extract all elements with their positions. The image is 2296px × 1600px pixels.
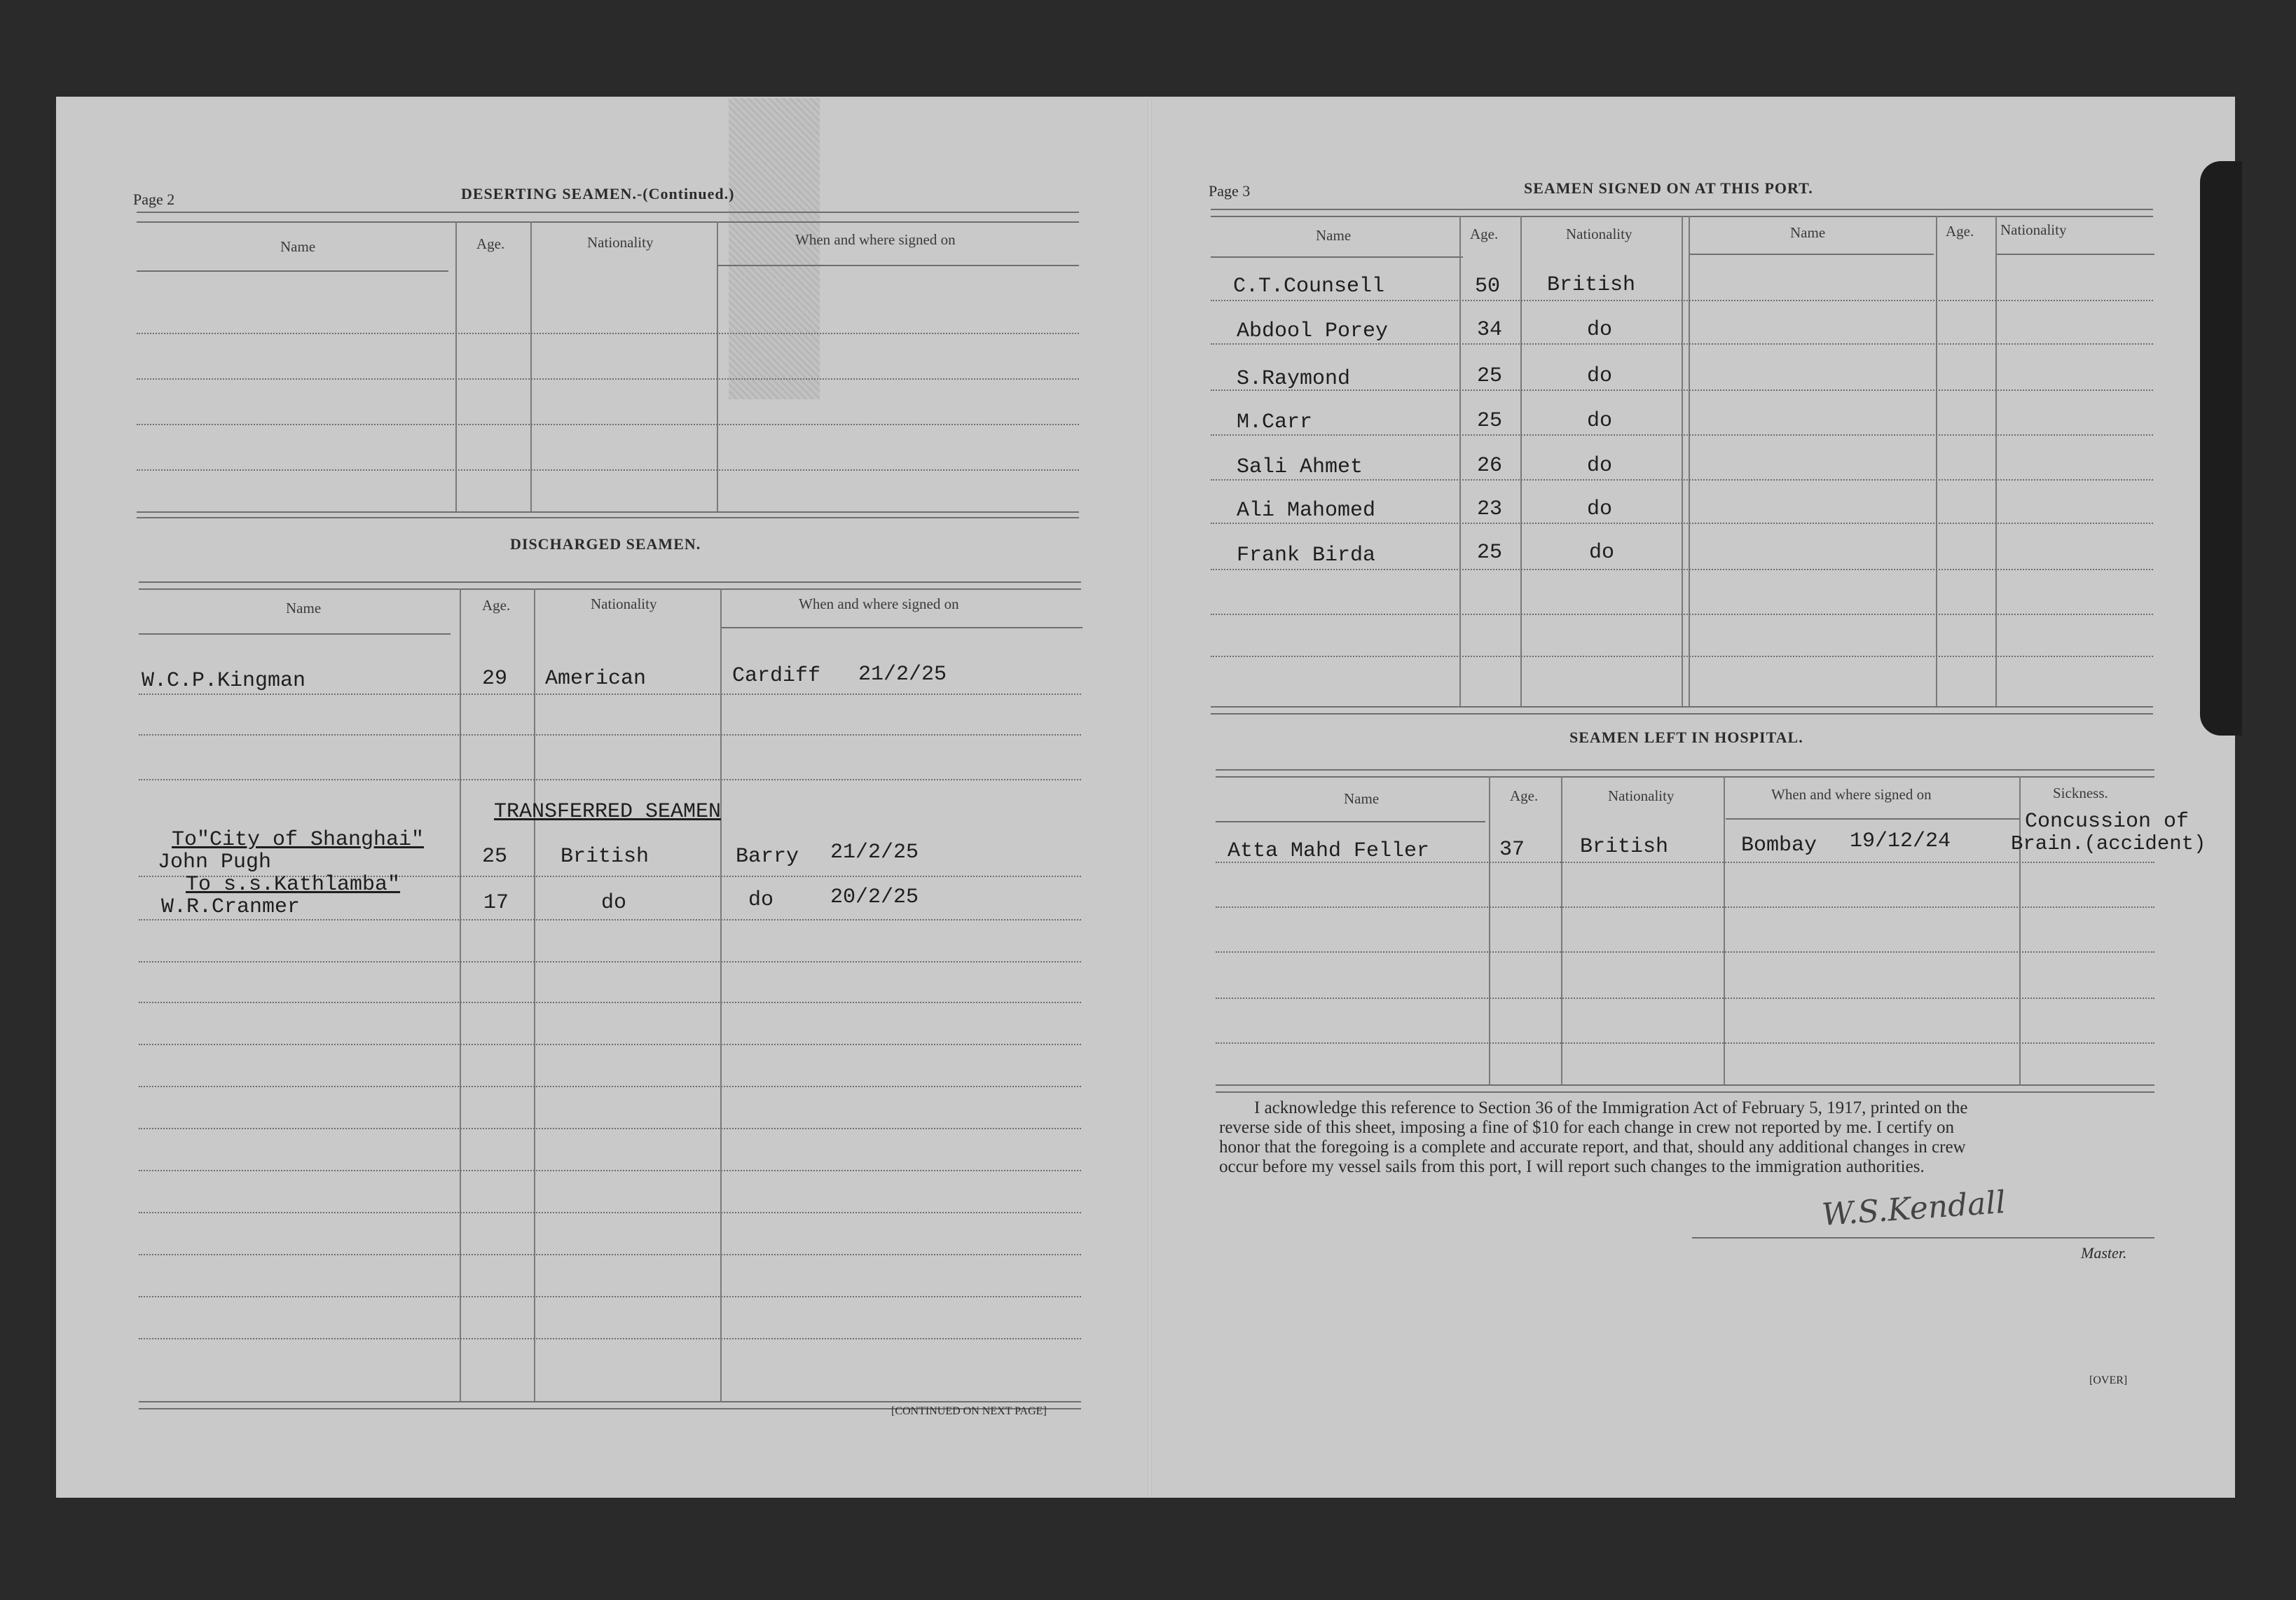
hospital-where: Bombay xyxy=(1741,834,1817,857)
col-header-nationality: Nationality xyxy=(1608,787,1675,804)
rule xyxy=(1216,821,1485,822)
transferred-nationality: British xyxy=(561,845,649,869)
signed-age: 50 xyxy=(1475,275,1501,298)
col-header-age-2: Age. xyxy=(1946,223,1974,240)
rule xyxy=(1997,254,2154,255)
col-header-age: Age. xyxy=(1470,226,1499,242)
row-line xyxy=(137,333,1079,334)
col-header-nationality: Nationality xyxy=(1566,226,1632,242)
row-line xyxy=(139,961,1081,963)
transferred-age: 17 xyxy=(483,891,509,915)
signed-name: Ali Mahomed xyxy=(1237,499,1376,523)
signed-nationality: British xyxy=(1547,273,1636,297)
col-header-name: Name xyxy=(1316,227,1352,244)
signed-age: 34 xyxy=(1477,318,1503,342)
col-header-nationality: Nationality xyxy=(587,234,654,251)
rule xyxy=(139,588,1081,590)
discharged-title: DISCHARGED SEAMEN. xyxy=(510,535,701,553)
rule xyxy=(1726,818,2020,820)
transferred-date: 21/2/25 xyxy=(830,841,919,864)
col-divider xyxy=(455,221,457,512)
signed-name: Abdool Porey xyxy=(1237,319,1389,343)
rule xyxy=(1216,1084,2154,1086)
row-line xyxy=(1211,434,2153,436)
continued-note: [CONTINUED ON NEXT PAGE] xyxy=(891,1405,1047,1417)
col-header-when-where: When and where signed on xyxy=(795,231,956,248)
col-divider xyxy=(1689,216,1690,706)
row-line xyxy=(139,1296,1081,1297)
col-divider xyxy=(1561,776,1562,1084)
transferred-to: To"City of Shanghai" xyxy=(172,828,425,852)
row-line xyxy=(1216,862,2154,863)
acknowledgement-line: occur before my vessel sails from this port, I will report such changes to the immigration authorities. xyxy=(1219,1157,1925,1176)
col-header-name: Name xyxy=(1344,790,1380,807)
rule xyxy=(139,581,1081,583)
transferred-nationality: do xyxy=(601,891,627,915)
row-line xyxy=(1211,656,2153,657)
row-line xyxy=(1211,300,2153,301)
center-fold xyxy=(1148,98,1152,1496)
col-divider xyxy=(1520,216,1522,706)
col-divider xyxy=(1724,776,1725,1084)
rule xyxy=(1216,1091,2154,1093)
hospital-sickness-2: Brain.(accident) xyxy=(2011,832,2206,855)
signed-nationality: do xyxy=(1587,497,1613,521)
row-line xyxy=(139,694,1081,695)
row-line xyxy=(137,424,1079,425)
col-divider xyxy=(1936,216,1937,706)
col-divider xyxy=(1459,216,1461,706)
page-label-right: Page 3 xyxy=(1209,182,1251,200)
rule xyxy=(137,212,1079,213)
row-line xyxy=(1211,614,2153,615)
hospital-title: SEAMEN LEFT IN HOSPITAL. xyxy=(1569,729,1803,746)
col-header-age: Age. xyxy=(476,235,505,252)
row-line xyxy=(1216,951,2154,953)
col-divider xyxy=(2019,776,2021,1084)
row-line xyxy=(137,469,1079,471)
rule xyxy=(137,517,1079,518)
signature-line xyxy=(1692,1237,2154,1239)
discharged-name: W.C.P.Kingman xyxy=(142,669,306,693)
col-header-sickness: Sickness. xyxy=(2053,785,2108,801)
col-header-when-where: When and where signed on xyxy=(799,595,959,612)
rule xyxy=(1216,776,2154,778)
signed-title: SEAMEN SIGNED ON AT THIS PORT. xyxy=(1524,179,1813,197)
transferred-where: Barry xyxy=(736,845,799,869)
rule xyxy=(1211,713,2153,715)
col-divider xyxy=(720,588,722,1401)
col-header-name: Name xyxy=(280,238,316,255)
signed-age: 26 xyxy=(1477,454,1503,478)
transferred-age: 25 xyxy=(482,845,508,869)
row-line xyxy=(1211,343,2153,345)
row-line xyxy=(1211,569,2153,570)
col-header-nationality: Nationality xyxy=(591,595,657,612)
rule xyxy=(722,627,1082,628)
row-line xyxy=(139,1128,1081,1129)
hospital-sickness-1: Concussion of xyxy=(2025,810,2190,834)
signed-name: Frank Birda xyxy=(1237,544,1376,567)
rule xyxy=(139,633,451,635)
transferred-name: John Pugh xyxy=(158,850,272,874)
hospital-nationality: British xyxy=(1580,835,1669,859)
row-line xyxy=(1211,389,2153,391)
signed-age: 25 xyxy=(1477,409,1503,433)
row-line xyxy=(139,1086,1081,1087)
row-line xyxy=(139,779,1081,780)
discharged-where: Cardiff xyxy=(732,664,821,688)
row-line xyxy=(139,1044,1081,1045)
transferred-where: do xyxy=(748,888,774,912)
row-line xyxy=(139,1254,1081,1255)
transferred-title: TRANSFERRED SEAMEN xyxy=(494,800,722,824)
over-note: [OVER] xyxy=(2089,1374,2128,1386)
hospital-name: Atta Mahd Feller xyxy=(1228,839,1430,863)
rule xyxy=(718,265,1079,266)
row-line xyxy=(1211,479,2153,481)
row-line xyxy=(1216,906,2154,908)
rule xyxy=(139,1401,1081,1402)
signed-age: 25 xyxy=(1477,541,1503,565)
col-divider xyxy=(530,221,532,512)
col-divider xyxy=(1682,216,1683,706)
row-line xyxy=(139,1338,1081,1339)
signed-nationality: do xyxy=(1587,318,1613,342)
master-label: Master. xyxy=(2081,1244,2127,1262)
col-header-name-2: Name xyxy=(1790,224,1826,241)
col-divider xyxy=(1489,776,1490,1084)
signed-nationality: do xyxy=(1589,541,1615,565)
col-header-age: Age. xyxy=(1510,787,1539,804)
signed-nationality: do xyxy=(1587,409,1613,433)
hospital-age: 37 xyxy=(1499,838,1525,862)
transferred-name: W.R.Cranmer xyxy=(161,895,301,919)
acknowledgement-line: honor that the foregoing is a complete and accurate report, and that, should any additional changes in crew xyxy=(1219,1138,1966,1157)
transferred-date: 20/2/25 xyxy=(830,885,919,909)
rule xyxy=(137,511,1079,513)
signed-nationality: do xyxy=(1587,364,1613,388)
signed-age: 23 xyxy=(1477,497,1503,521)
acknowledgement-line: I acknowledge this reference to Section 36 of the Immigration Act of February 5, 1917, printed on the xyxy=(1254,1098,1968,1117)
signed-name: C.T.Counsell xyxy=(1233,275,1385,298)
row-line xyxy=(137,378,1079,380)
page-label-left: Page 2 xyxy=(133,191,175,208)
col-header-when-where: When and where signed on xyxy=(1771,786,1932,803)
discharged-nationality: American xyxy=(545,667,647,691)
row-line xyxy=(1211,523,2153,524)
transferred-to: To s.s.Kathlamba" xyxy=(186,873,401,897)
discharged-date: 21/2/25 xyxy=(858,663,947,687)
signed-age: 25 xyxy=(1477,364,1503,388)
col-header-nationality-2: Nationality xyxy=(2000,221,2067,238)
row-line xyxy=(139,734,1081,736)
col-divider xyxy=(1995,216,1997,706)
row-line xyxy=(1216,998,2154,999)
deserting-title: DESERTING SEAMEN.-(Continued.) xyxy=(461,185,735,202)
row-line xyxy=(1216,1042,2154,1044)
rule xyxy=(1211,256,1463,258)
rule xyxy=(1689,254,1934,255)
col-header-age: Age. xyxy=(482,597,511,614)
master-signature: W.S.Kendall xyxy=(1820,1184,2007,1234)
row-line xyxy=(139,1212,1081,1213)
rule xyxy=(137,221,1079,223)
row-line xyxy=(139,1002,1081,1003)
torn-edge xyxy=(2200,161,2242,736)
acknowledgement-line: reverse side of this sheet, imposing a fine of $10 for each change in crew not reported by me. I certify on xyxy=(1219,1118,1954,1137)
col-divider xyxy=(534,588,535,1401)
col-divider xyxy=(460,588,461,1401)
rule xyxy=(1211,209,2153,210)
col-divider xyxy=(717,221,718,512)
hospital-date: 19/12/24 xyxy=(1850,829,1951,853)
rule xyxy=(1216,769,2154,771)
row-line xyxy=(139,919,1081,920)
rule xyxy=(1211,706,2153,708)
tape-stain xyxy=(729,98,820,399)
signed-name: M.Carr xyxy=(1237,411,1313,434)
discharged-age: 29 xyxy=(482,667,508,691)
col-header-name: Name xyxy=(286,600,322,616)
rule xyxy=(137,270,448,272)
signed-name: Sali Ahmet xyxy=(1237,455,1363,479)
row-line xyxy=(139,1170,1081,1171)
signed-nationality: do xyxy=(1587,454,1613,478)
signed-name: S.Raymond xyxy=(1237,367,1351,391)
